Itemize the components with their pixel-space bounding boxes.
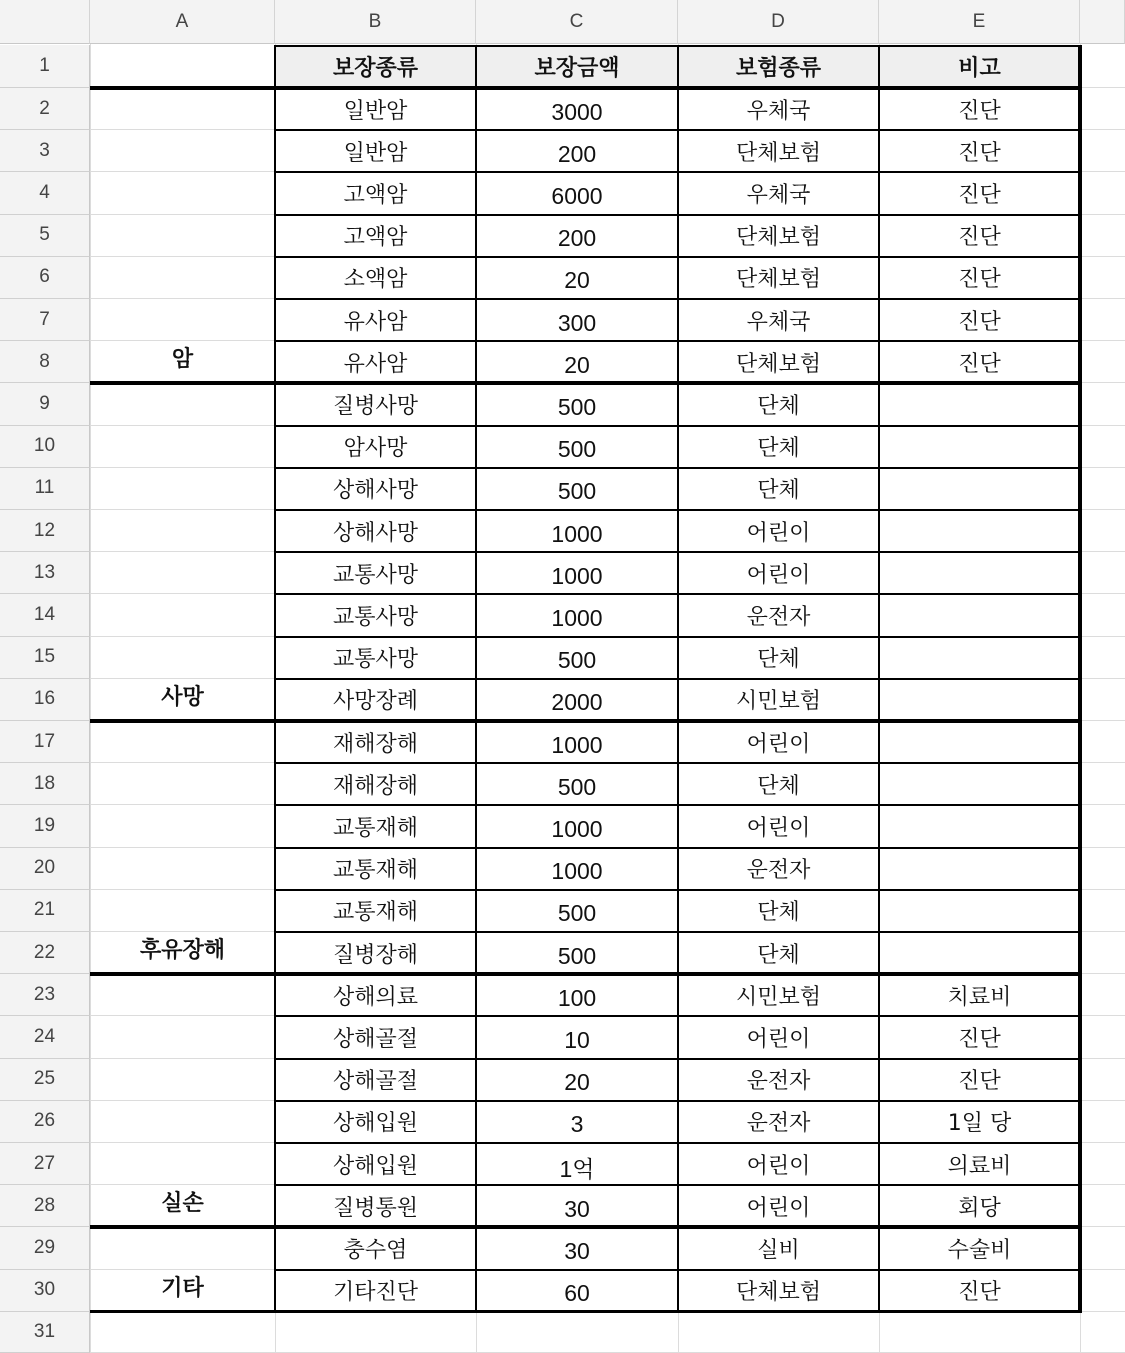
row-header-29[interactable]: 29: [0, 1227, 90, 1269]
cell-e6[interactable]: 진단: [958, 267, 1001, 293]
cell-e19[interactable]: [879, 805, 1080, 847]
category-cell[interactable]: 후유장해: [139, 938, 225, 964]
cell-e27[interactable]: 의료비: [947, 1153, 1012, 1179]
cell-d17[interactable]: 어린이: [746, 731, 811, 757]
cell-c7[interactable]: 300: [557, 309, 597, 336]
row-header-14[interactable]: 14: [0, 594, 90, 636]
cell-c30[interactable]: 60: [564, 1280, 590, 1307]
row-header-26[interactable]: 26: [0, 1101, 90, 1143]
cell-d29[interactable]: 실비: [757, 1237, 800, 1263]
column-header-a[interactable]: A: [90, 0, 275, 44]
category-cell[interactable]: 기타: [161, 1275, 204, 1301]
cell-d27[interactable]: 어린이: [746, 1153, 811, 1179]
cell-c27[interactable]: 1억: [559, 1155, 595, 1182]
cell-c9[interactable]: 500: [557, 393, 597, 420]
column-header-b[interactable]: B: [275, 0, 476, 44]
cell-b3[interactable]: 일반암: [343, 140, 408, 166]
cell-d28[interactable]: 어린이: [746, 1195, 811, 1221]
select-all-corner[interactable]: [0, 0, 90, 44]
cell-e25[interactable]: 진단: [958, 1069, 1001, 1095]
row-header-19[interactable]: 19: [0, 805, 90, 847]
category-cell[interactable]: 실손: [161, 1191, 204, 1217]
cell-b7[interactable]: 유사암: [343, 309, 408, 335]
cell-b28[interactable]: 질병통원: [332, 1195, 418, 1221]
cell-e29[interactable]: 수술비: [947, 1237, 1012, 1263]
cell-b14[interactable]: 교통사망: [332, 604, 418, 630]
row-header-31[interactable]: 31: [0, 1312, 90, 1353]
row-header-7[interactable]: 7: [0, 299, 90, 341]
cell-d19[interactable]: 어린이: [746, 815, 811, 841]
cell-e3[interactable]: 진단: [958, 140, 1001, 166]
cell-border: [677, 45, 679, 1313]
cell-d16[interactable]: 시민보험: [735, 689, 821, 715]
cell-c6[interactable]: 20: [564, 267, 590, 294]
cell-b4[interactable]: 고액암: [343, 182, 408, 208]
row-header-13[interactable]: 13: [0, 552, 90, 594]
cell-b20[interactable]: 교통재해: [332, 858, 418, 884]
cell-b29[interactable]: 충수염: [343, 1237, 408, 1263]
cell-e17[interactable]: [879, 721, 1080, 763]
cell-b9[interactable]: 질병사망: [332, 393, 418, 419]
cell-border: [90, 381, 1080, 385]
cell-b30[interactable]: 기타진단: [332, 1280, 418, 1306]
cell-d21[interactable]: 단체: [757, 900, 800, 926]
cell-d11[interactable]: 단체: [757, 478, 800, 504]
cell-b10[interactable]: 암사망: [343, 436, 408, 462]
cell-border: [1078, 45, 1082, 1313]
cell-b2[interactable]: 일반암: [343, 98, 408, 124]
category-cell[interactable]: 암: [171, 347, 194, 373]
cell-border: [90, 719, 1080, 723]
cell-c5[interactable]: 200: [557, 225, 597, 252]
row-header-20[interactable]: 20: [0, 848, 90, 890]
row-header-12[interactable]: 12: [0, 510, 90, 552]
cell-d8[interactable]: 단체보험: [735, 351, 821, 377]
cell-e21[interactable]: [879, 890, 1080, 932]
cell-c2[interactable]: 3000: [551, 98, 603, 125]
cell-c16[interactable]: 2000: [551, 689, 603, 716]
cell-d26[interactable]: 운전자: [746, 1111, 811, 1137]
column-header-f[interactable]: [1080, 0, 1125, 44]
cell-d30[interactable]: 단체보험: [735, 1280, 821, 1306]
row-header-1[interactable]: 1: [0, 45, 90, 88]
cell-d10[interactable]: 단체: [757, 436, 800, 462]
cell-e14[interactable]: [879, 594, 1080, 636]
cell-c17[interactable]: 1000: [551, 731, 603, 758]
cell-c10[interactable]: 500: [557, 436, 597, 463]
cell-c4[interactable]: 6000: [551, 182, 603, 209]
cell-b11[interactable]: 상해사망: [332, 478, 418, 504]
cell-b19[interactable]: 교통재해: [332, 815, 418, 841]
row-header-23[interactable]: 23: [0, 974, 90, 1016]
cell-c18[interactable]: 500: [557, 773, 597, 800]
cell-c12[interactable]: 1000: [551, 520, 603, 547]
row-header-21[interactable]: 21: [0, 890, 90, 932]
row-header-8[interactable]: 8: [0, 341, 90, 383]
row-header-11[interactable]: 11: [0, 468, 90, 510]
cell-b17[interactable]: 재해장해: [332, 731, 418, 757]
header-cell-b[interactable]: 보장종류: [275, 45, 476, 88]
cell-border: [90, 86, 1080, 90]
cell-d9[interactable]: 단체: [757, 393, 800, 419]
row-header-18[interactable]: 18: [0, 763, 90, 805]
cell-b16[interactable]: 사망장례: [332, 689, 418, 715]
row-header-22[interactable]: 22: [0, 932, 90, 974]
cell-e5[interactable]: 진단: [958, 225, 1001, 251]
cell-d23[interactable]: 시민보험: [735, 984, 821, 1010]
cell-b6[interactable]: 소액암: [343, 267, 408, 293]
cell-e7[interactable]: 진단: [958, 309, 1001, 335]
cell-c25[interactable]: 20: [564, 1069, 590, 1096]
cell-c3[interactable]: 200: [557, 140, 597, 167]
cell-c19[interactable]: 1000: [551, 815, 603, 842]
cell-d15[interactable]: 단체: [757, 647, 800, 673]
cell-e24[interactable]: 진단: [958, 1026, 1001, 1052]
cell-d5[interactable]: 단체보험: [735, 225, 821, 251]
cell-d13[interactable]: 어린이: [746, 562, 811, 588]
cell-e8[interactable]: 진단: [958, 351, 1001, 377]
cell-c26[interactable]: 3: [570, 1111, 584, 1138]
cell-b13[interactable]: 교통사망: [332, 562, 418, 588]
column-header-d[interactable]: D: [678, 0, 879, 44]
cell-d4[interactable]: 우체국: [746, 182, 811, 208]
cell-c21[interactable]: 500: [557, 900, 597, 927]
cell-e12[interactable]: [879, 510, 1080, 552]
cell-b12[interactable]: 상해사망: [332, 520, 418, 546]
cell-d12[interactable]: 어린이: [746, 520, 811, 546]
cell-e26[interactable]: 1일 당: [947, 1111, 1012, 1137]
column-header-c[interactable]: C: [476, 0, 678, 44]
cell-b24[interactable]: 상해골절: [332, 1026, 418, 1052]
cell-border: [90, 1225, 1080, 1229]
cell-e2[interactable]: 진단: [958, 98, 1001, 124]
cell-e30[interactable]: 진단: [958, 1280, 1001, 1306]
column-header-e[interactable]: E: [879, 0, 1080, 44]
cell-b22[interactable]: 질병장해: [332, 942, 418, 968]
cell-c24[interactable]: 10: [564, 1026, 590, 1053]
cell-e16[interactable]: [879, 679, 1080, 721]
cell-b23[interactable]: 상해의료: [332, 984, 418, 1010]
cell-d18[interactable]: 단체: [757, 773, 800, 799]
row-header-25[interactable]: 25: [0, 1059, 90, 1101]
cell-d3[interactable]: 단체보험: [735, 140, 821, 166]
cell-border: [274, 45, 276, 1313]
cell-e15[interactable]: [879, 637, 1080, 679]
cell-d2[interactable]: 우체국: [746, 98, 811, 124]
cell-d25[interactable]: 운전자: [746, 1069, 811, 1095]
row-header-3[interactable]: 3: [0, 130, 90, 172]
cell-e20[interactable]: [879, 848, 1080, 890]
cell-c14[interactable]: 1000: [551, 604, 603, 631]
cell-c13[interactable]: 1000: [551, 562, 603, 589]
cell-border: [90, 1310, 1080, 1314]
cell-b27[interactable]: 상해입원: [332, 1153, 418, 1179]
row-header-9[interactable]: 9: [0, 383, 90, 425]
cell-border: [878, 45, 880, 1313]
cell-c8[interactable]: 20: [564, 351, 590, 378]
cell-c11[interactable]: 500: [557, 478, 597, 505]
cell-d24[interactable]: 어린이: [746, 1026, 811, 1052]
cell-c15[interactable]: 500: [557, 647, 597, 674]
cell-e9[interactable]: [879, 383, 1080, 425]
cell-border: [475, 45, 477, 1313]
row-header-10[interactable]: 10: [0, 426, 90, 468]
row-header-27[interactable]: 27: [0, 1143, 90, 1185]
cell-d7[interactable]: 우체국: [746, 309, 811, 335]
cell-b8[interactable]: 유사암: [343, 351, 408, 377]
row-header-6[interactable]: 6: [0, 257, 90, 299]
header-cell-c[interactable]: 보장금액: [476, 45, 678, 88]
cell-e22[interactable]: [879, 932, 1080, 974]
category-cell[interactable]: 사망: [161, 684, 204, 710]
row-header-5[interactable]: 5: [0, 215, 90, 257]
cell-c20[interactable]: 1000: [551, 858, 603, 885]
cell-e28[interactable]: 회당: [958, 1195, 1001, 1221]
row-header-4[interactable]: 4: [0, 172, 90, 214]
cell-c22[interactable]: 500: [557, 942, 597, 969]
cell-c29[interactable]: 30: [564, 1237, 590, 1264]
row-header-15[interactable]: 15: [0, 637, 90, 679]
cell-b21[interactable]: 교통재해: [332, 900, 418, 926]
row-header-2[interactable]: 2: [0, 88, 90, 130]
cell-e18[interactable]: [879, 763, 1080, 805]
cell-d6[interactable]: 단체보험: [735, 267, 821, 293]
cell-c28[interactable]: 30: [564, 1195, 590, 1222]
cell-b26[interactable]: 상해입원: [332, 1111, 418, 1137]
cell-d20[interactable]: 운전자: [746, 858, 811, 884]
row-header-24[interactable]: 24: [0, 1016, 90, 1058]
cell-b25[interactable]: 상해골절: [332, 1069, 418, 1095]
cell-e23[interactable]: 치료비: [947, 984, 1012, 1010]
row-header-17[interactable]: 17: [0, 721, 90, 763]
cell-e13[interactable]: [879, 552, 1080, 594]
cell-border: [90, 972, 1080, 976]
cell-b18[interactable]: 재해장해: [332, 773, 418, 799]
cell-b5[interactable]: 고액암: [343, 225, 408, 251]
cell-e10[interactable]: [879, 426, 1080, 468]
cell-b15[interactable]: 교통사망: [332, 647, 418, 673]
cell-d22[interactable]: 단체: [757, 942, 800, 968]
cell-e11[interactable]: [879, 468, 1080, 510]
row-header-28[interactable]: 28: [0, 1185, 90, 1227]
header-cell-d[interactable]: 보험종류: [678, 45, 879, 88]
header-cell-e[interactable]: 비고: [879, 45, 1080, 88]
row-header-30[interactable]: 30: [0, 1270, 90, 1312]
row-header-16[interactable]: 16: [0, 679, 90, 721]
cell-e4[interactable]: 진단: [958, 182, 1001, 208]
cell-d14[interactable]: 운전자: [746, 604, 811, 630]
cell-c23[interactable]: 100: [557, 984, 597, 1011]
